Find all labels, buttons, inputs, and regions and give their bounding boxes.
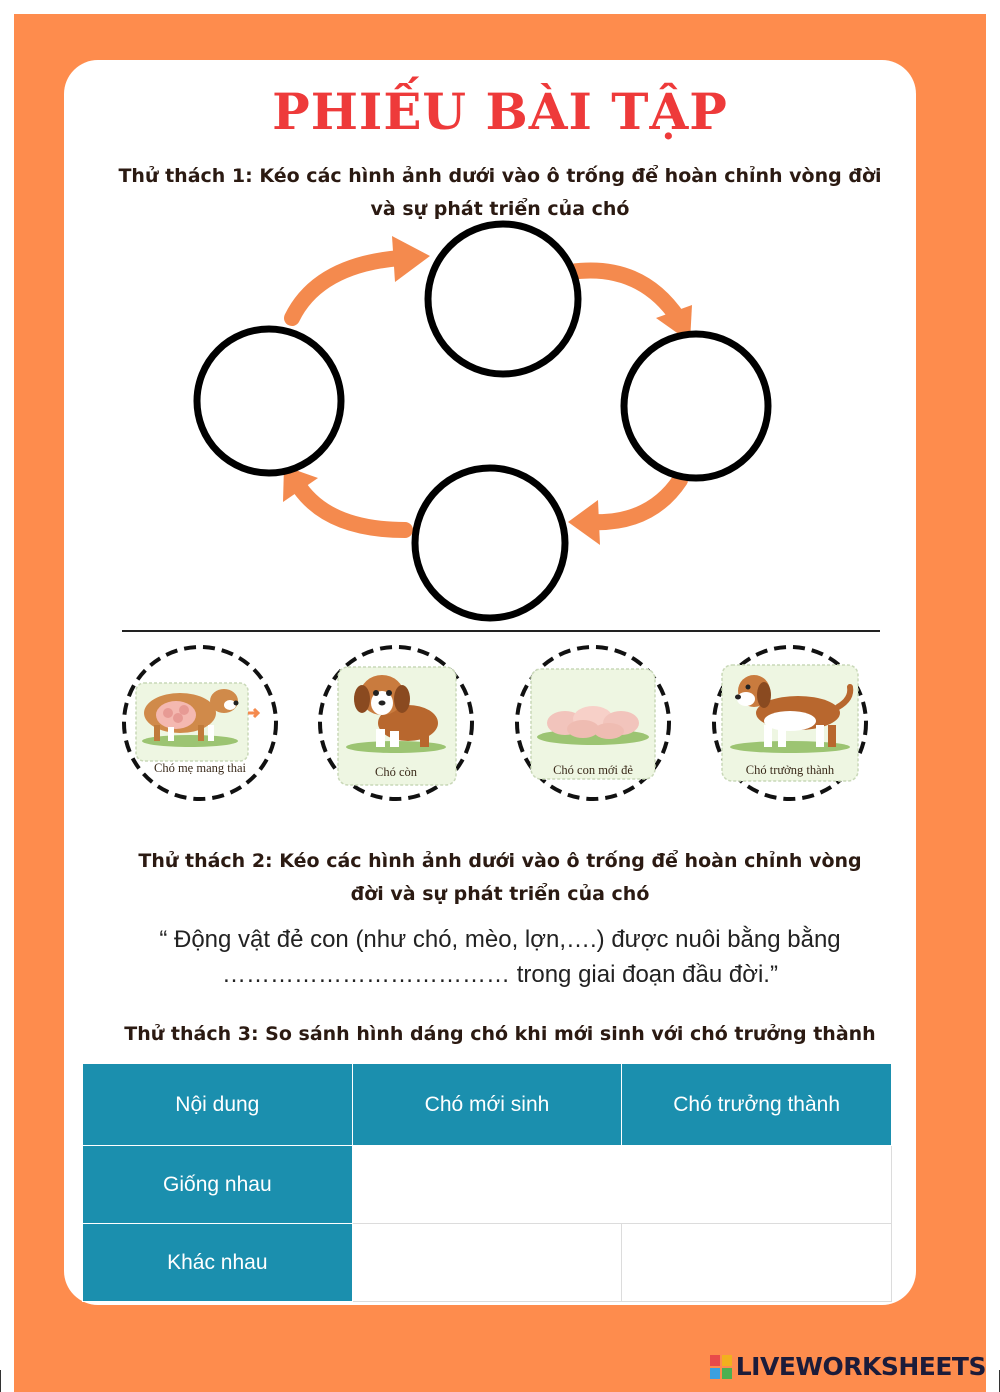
liveworksheets-logo-icon — [710, 1355, 732, 1379]
pregnant-dog-image — [120, 643, 280, 803]
option-adult-dog[interactable] — [710, 643, 870, 803]
challenge-1-line-1: Thử thách 1: Kéo các hình ảnh dưới vào ô trống để hoàn chỉnh vòng đời — [118, 165, 882, 187]
drop-zone-right[interactable] — [624, 334, 768, 478]
table-row — [83, 1146, 892, 1224]
fill-in-quote — [80, 922, 920, 992]
answer-cell-similarities[interactable] — [352, 1146, 891, 1224]
section-divider — [122, 630, 880, 632]
newborn-puppies-image — [513, 643, 673, 803]
column-header: Chó trưởng thành — [622, 1064, 892, 1146]
life-cycle-diagram — [0, 0, 1000, 640]
adult-dog-image — [710, 643, 870, 803]
row-header: Giống nhau — [83, 1146, 353, 1224]
drop-zone-top[interactable] — [428, 224, 578, 374]
option-label: Chó trưởng thành — [745, 763, 835, 777]
comparison-table — [82, 1063, 892, 1302]
column-header: Nội dung — [83, 1064, 353, 1146]
option-label: Chó con mới đẻ — [553, 763, 633, 777]
answer-cell-newborn-differences[interactable] — [352, 1224, 622, 1302]
quote-line-1: “ Động vật đẻ con (như chó, mèo, lợn,….) được nuôi bằng bằng — [159, 926, 841, 953]
quote-line-2[interactable]: ……………………………… trong giai đoạn đầu đời.” — [222, 961, 778, 988]
drop-zone-bottom[interactable] — [415, 468, 565, 618]
answer-cell-adult-differences[interactable] — [622, 1224, 892, 1302]
table-row — [83, 1224, 892, 1302]
liveworksheets-brand[interactable] — [710, 1352, 986, 1381]
challenge-2-heading — [70, 845, 930, 911]
challenge-2-line-1: Thử thách 2: Kéo các hình ảnh dưới vào ô trống để hoàn chỉnh vòng — [138, 850, 862, 872]
cycle-arrow-right-bottom — [568, 480, 680, 545]
challenge-2-line-2: đời và sự phát triển của chó — [350, 883, 650, 905]
drop-zone-left[interactable] — [197, 329, 341, 473]
row-header: Khác nhau — [83, 1224, 353, 1302]
cycle-arrow-bottom-left — [283, 466, 405, 530]
column-header: Chó mới sinh — [352, 1064, 622, 1146]
cycle-arrow-left-top — [292, 236, 430, 318]
table-header-row — [83, 1064, 892, 1146]
challenge-3-heading: Thử thách 3: So sánh hình dáng chó khi mới sinh với chó trưởng thành — [124, 1023, 876, 1045]
option-puppy[interactable] — [316, 643, 476, 803]
page-title: PHIẾU BÀI TẬP — [272, 82, 728, 141]
challenge-1-line-2: và sự phát triển của chó — [370, 198, 630, 220]
option-pregnant-dog[interactable] — [120, 643, 280, 803]
option-newborn-puppies[interactable] — [513, 643, 673, 803]
option-label: Chó còn — [374, 765, 417, 779]
brand-name: LIVEWORKSHEETS — [735, 1352, 986, 1381]
option-label: Chó mẹ mang thai — [154, 761, 246, 775]
cycle-arrow-top-right — [570, 270, 692, 342]
